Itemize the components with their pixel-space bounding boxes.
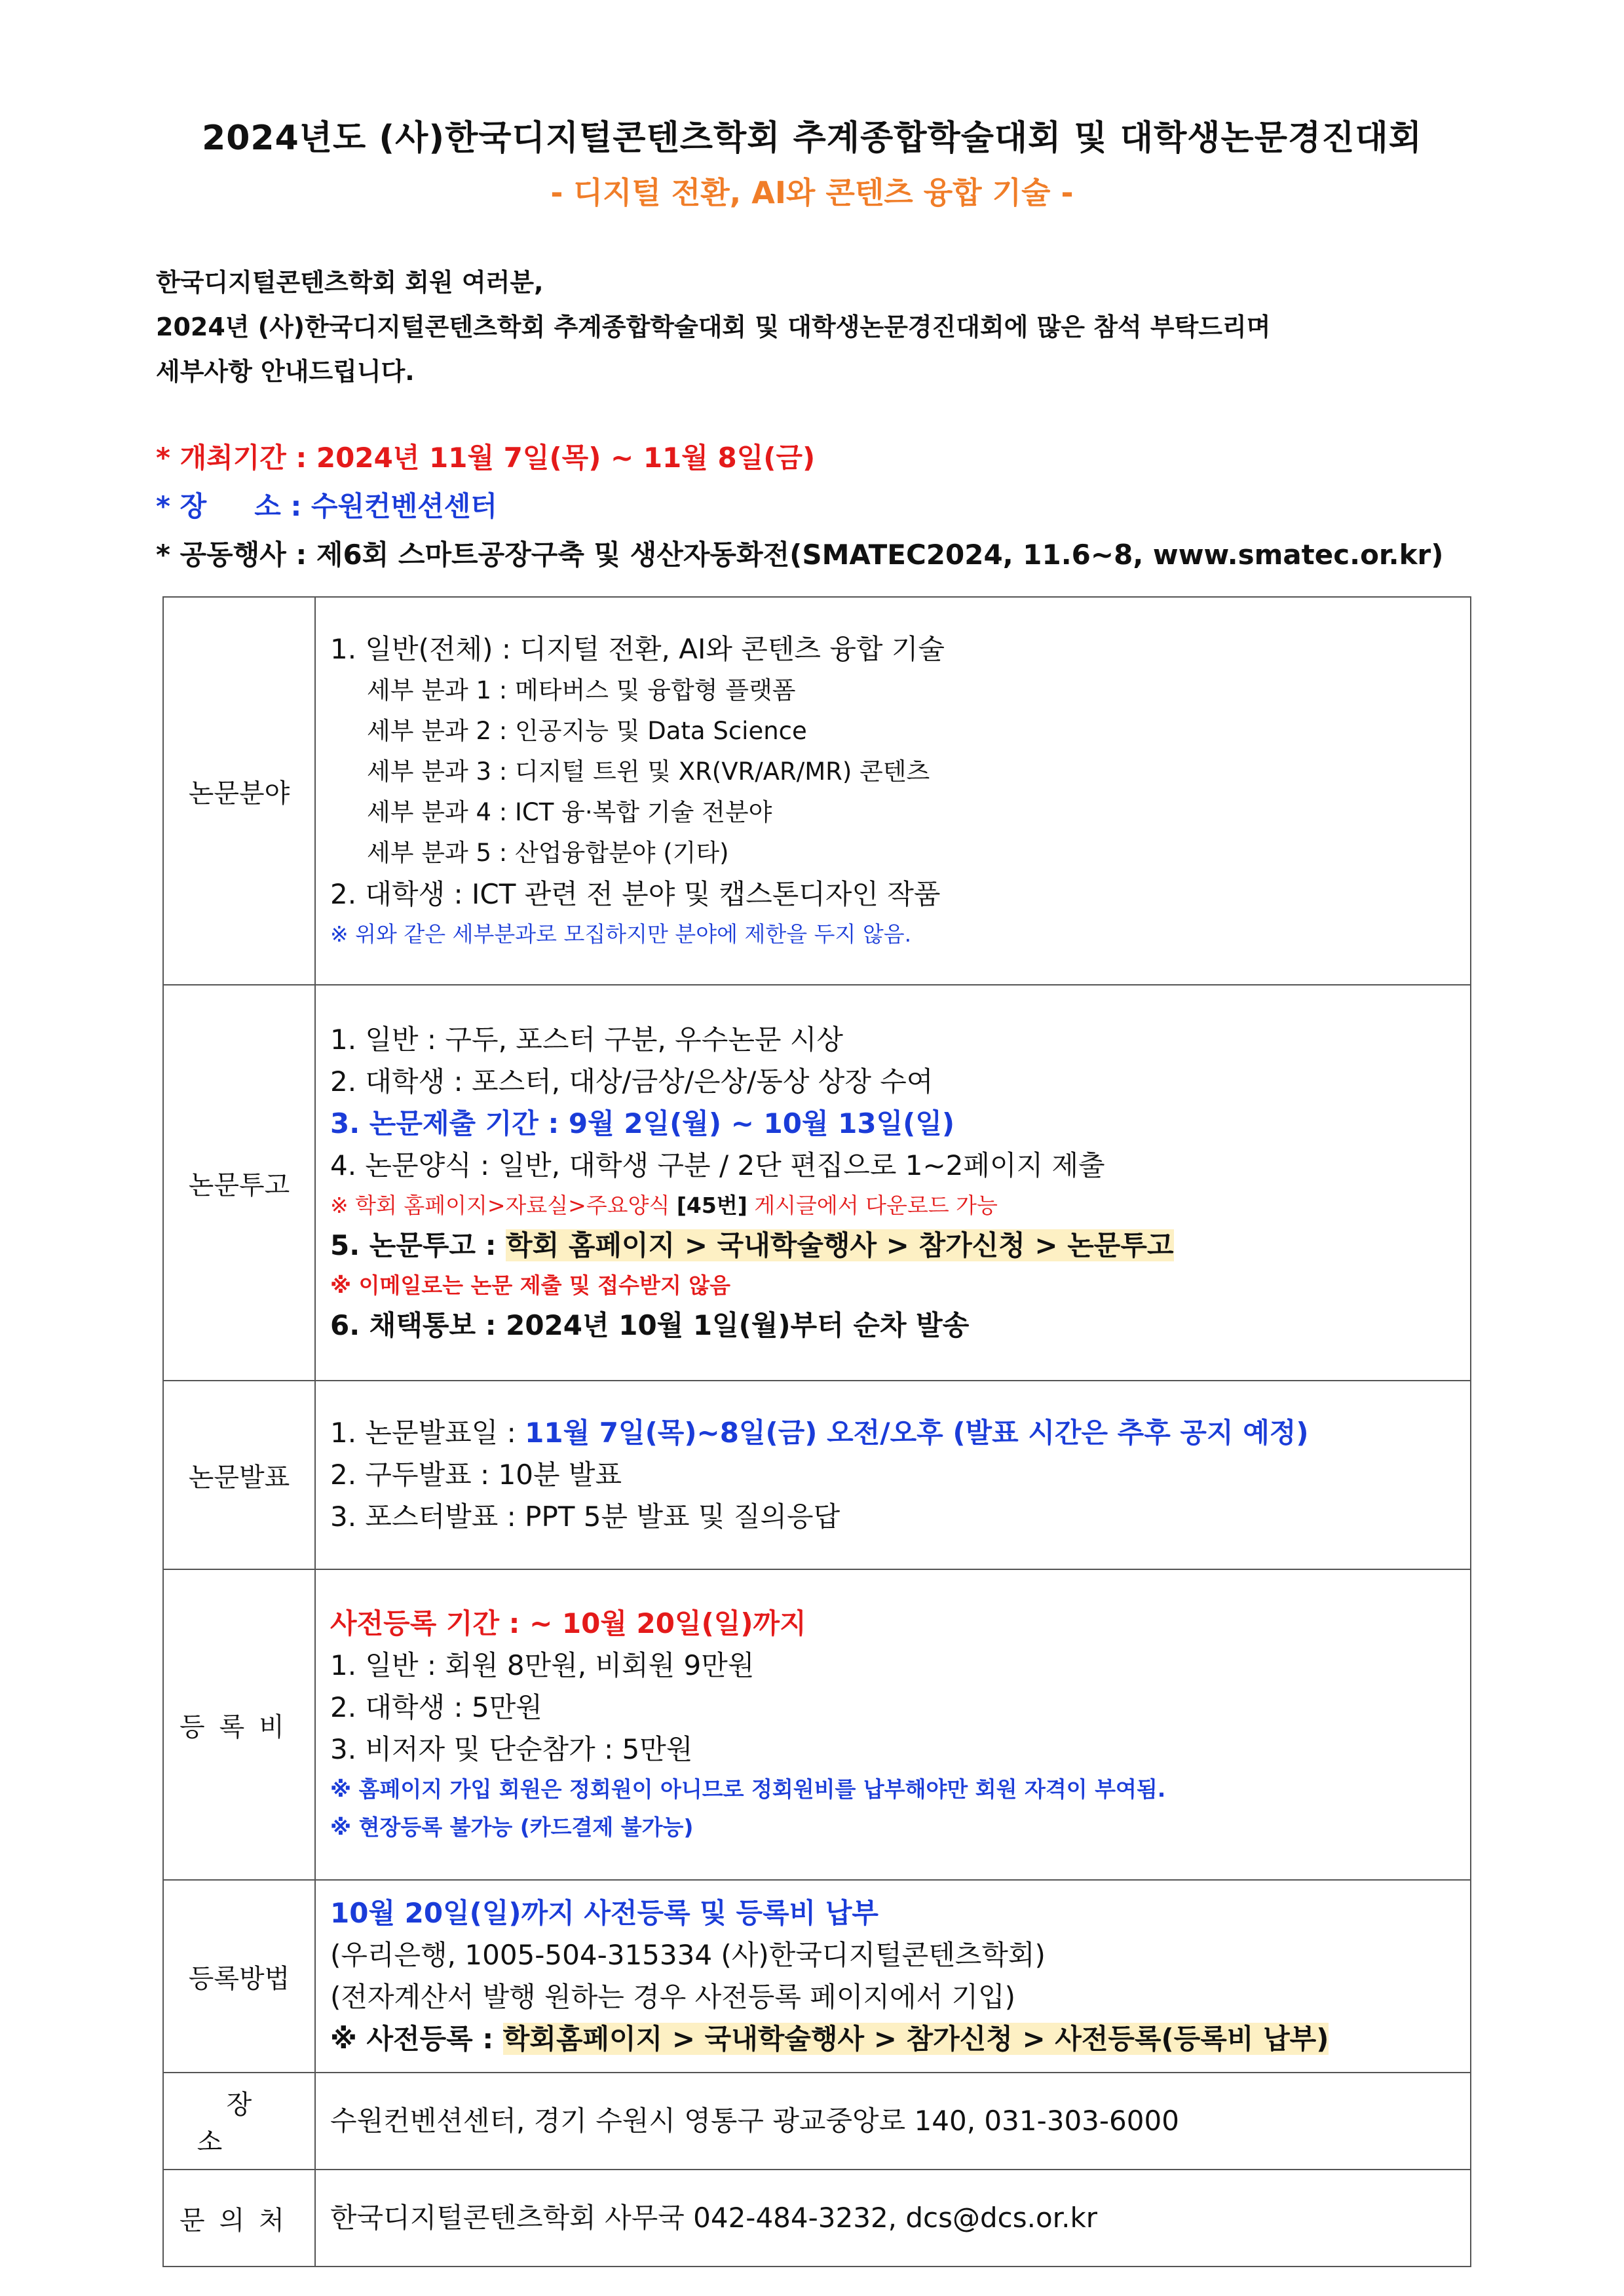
method-deadline: 10월 20일(일)까지 사전등록 및 등록비 납부 xyxy=(330,1897,878,1929)
table-row-method xyxy=(163,1880,1471,2073)
row-label-contact: 문의처 xyxy=(163,2170,315,2267)
row-label-fee: 등록비 xyxy=(163,1569,315,1880)
table-row-submission xyxy=(163,985,1471,1381)
submission-method: 5. 논문투고 : 학회 홈페이지 > 국내학술행사 > 참가신청 > 논문투고 xyxy=(330,1229,1174,1261)
details-table xyxy=(162,596,1471,2267)
row-label-method: 등록방법 xyxy=(163,1880,315,2073)
fee-onsite-note: ※ 현장등록 불가능 (카드결제 불가능) xyxy=(330,1814,694,1840)
place-content xyxy=(315,2073,1471,2170)
intro-line-2: 2024년 (사)한국디지털콘텐츠학회 추계종합학술대회 및 대학생논문경진대회에 많은 참석 부탁드리며 xyxy=(156,313,1271,341)
intro-line-3: 세부사항 안내드립니다. xyxy=(156,357,415,386)
fee-non-author: 3. 비저자 및 단순참가 : 5만원 xyxy=(330,1733,693,1765)
table-row-contact xyxy=(163,2170,1471,2267)
fee-preregistration-period: 사전등록 기간 : ~ 10월 20일(일)까지 xyxy=(330,1607,806,1639)
submission-general: 1. 일반 : 구두, 포스터 구분, 우수논문 시상 xyxy=(330,1024,843,1056)
method-bank-account: (우리은행, 1005-504-315334 (사)한국디지털콘텐츠학회) xyxy=(330,1939,1046,1971)
table-row-fee xyxy=(163,1569,1471,1880)
field-sub-3: 세부 분과 3 : 디지털 트윈 및 XR(VR/AR/MR) 콘텐츠 xyxy=(367,757,930,786)
presentation-oral: 2. 구두발표 : 10분 발표 xyxy=(330,1459,622,1491)
fee-student: 2. 대학생 : 5만원 xyxy=(330,1691,542,1723)
field-student: 2. 대학생 : ICT 관련 전 분야 및 캡스톤디자인 작품 xyxy=(330,878,941,910)
presentation-content xyxy=(315,1381,1471,1569)
contact-info: 한국디지털콘텐츠학회 사무국 042-484-3232, dcs@dcs.or.kr xyxy=(330,2202,1098,2234)
intro-greeting: 한국디지털콘텐츠학회 회원 여러분, xyxy=(156,268,544,297)
fee-membership-note: ※ 홈페이지 가입 회원은 정회원이 아니므로 정회원비를 납부해야만 회원 자격이 부여됨. xyxy=(330,1776,1166,1802)
submission-download-note: ※ 학회 홈페이지>자료실>주요양식 [45번] 게시글에서 다운로드 가능 xyxy=(330,1193,998,1218)
joint-event: * 공동행사 : 제6회 스마트공장구축 및 생산자동화전(SMATEC2024, 11.6~8, www.smatec.or.kr) xyxy=(156,539,1444,571)
event-venue: * 장 소 : 수원컨벤션센터 xyxy=(156,490,497,522)
field-general: 1. 일반(전체) : 디지털 전환, AI와 콘텐츠 융합 기술 xyxy=(330,633,945,665)
field-sub-4: 세부 분과 4 : ICT 융·복합 기술 전분야 xyxy=(367,798,772,826)
submission-student: 2. 대학생 : 포스터, 대상/금상/은상/동상 상장 수여 xyxy=(330,1065,934,1098)
acceptance-notice: 6. 채택통보 : 2024년 10월 1일(월)부터 순차 발송 xyxy=(330,1309,970,1341)
field-sub-2: 세부 분과 2 : 인공지능 및 Data Science xyxy=(367,717,807,745)
contact-content xyxy=(315,2170,1471,2267)
method-preregistration-path: ※ 사전등록 : 학회홈페이지 > 국내학술행사 > 참가신청 > 사전등록(등록비 납부) xyxy=(330,2023,1329,2055)
document-subtitle: - 디지털 전환, AI와 콘텐츠 융합 기술 - xyxy=(550,175,1074,210)
submission-period: 3. 논문제출 기간 : 9월 2일(월) ~ 10월 13일(일) xyxy=(330,1107,955,1139)
row-label-place: 장소 xyxy=(163,2073,315,2170)
submission-email-note: ※ 이메일로는 논문 제출 및 접수받지 않음 xyxy=(330,1272,731,1298)
field-sub-1: 세부 분과 1 : 메타버스 및 융합형 플랫폼 xyxy=(367,676,796,704)
field-sub-5: 세부 분과 5 : 산업융합분야 (기타) xyxy=(367,839,729,867)
method-content xyxy=(315,1880,1471,2073)
field-content xyxy=(315,597,1471,985)
row-label-field: 논문분야 xyxy=(163,597,315,985)
submission-format: 4. 논문양식 : 일반, 대학생 구분 / 2단 편집으로 1~2페이지 제출 xyxy=(330,1149,1105,1181)
submission-content xyxy=(315,985,1471,1381)
place-address: 수원컨벤션센터, 경기 수원시 영통구 광교중앙로 140, 031-303-6000 xyxy=(330,2105,1179,2137)
table-row-field xyxy=(163,597,1471,985)
method-invoice-note: (전자계산서 발행 원하는 경우 사전등록 페이지에서 기입) xyxy=(330,1981,1016,2013)
event-period: * 개최기간 : 2024년 11월 7일(목) ~ 11월 8일(금) xyxy=(156,442,816,474)
row-label-presentation: 논문발표 xyxy=(163,1381,315,1569)
table-row-place xyxy=(163,2073,1471,2170)
fee-content xyxy=(315,1569,1471,1880)
presentation-date: 1. 논문발표일 : 11월 7일(목)~8일(금) 오전/오후 (발표 시간은 추후 공지 예정) xyxy=(330,1417,1309,1449)
field-note: ※ 위와 같은 세부분과로 모집하지만 분야에 제한을 두지 않음. xyxy=(330,921,912,947)
row-label-submission: 논문투고 xyxy=(163,985,315,1381)
presentation-poster: 3. 포스터발표 : PPT 5분 발표 및 질의응답 xyxy=(330,1501,840,1533)
table-row-presentation xyxy=(163,1381,1471,1569)
document-title: 2024년도 (사)한국디지털콘텐츠학회 추계종합학술대회 및 대학생논문경진대회 xyxy=(202,119,1422,158)
fee-general: 1. 일반 : 회원 8만원, 비회원 9만원 xyxy=(330,1649,755,1681)
